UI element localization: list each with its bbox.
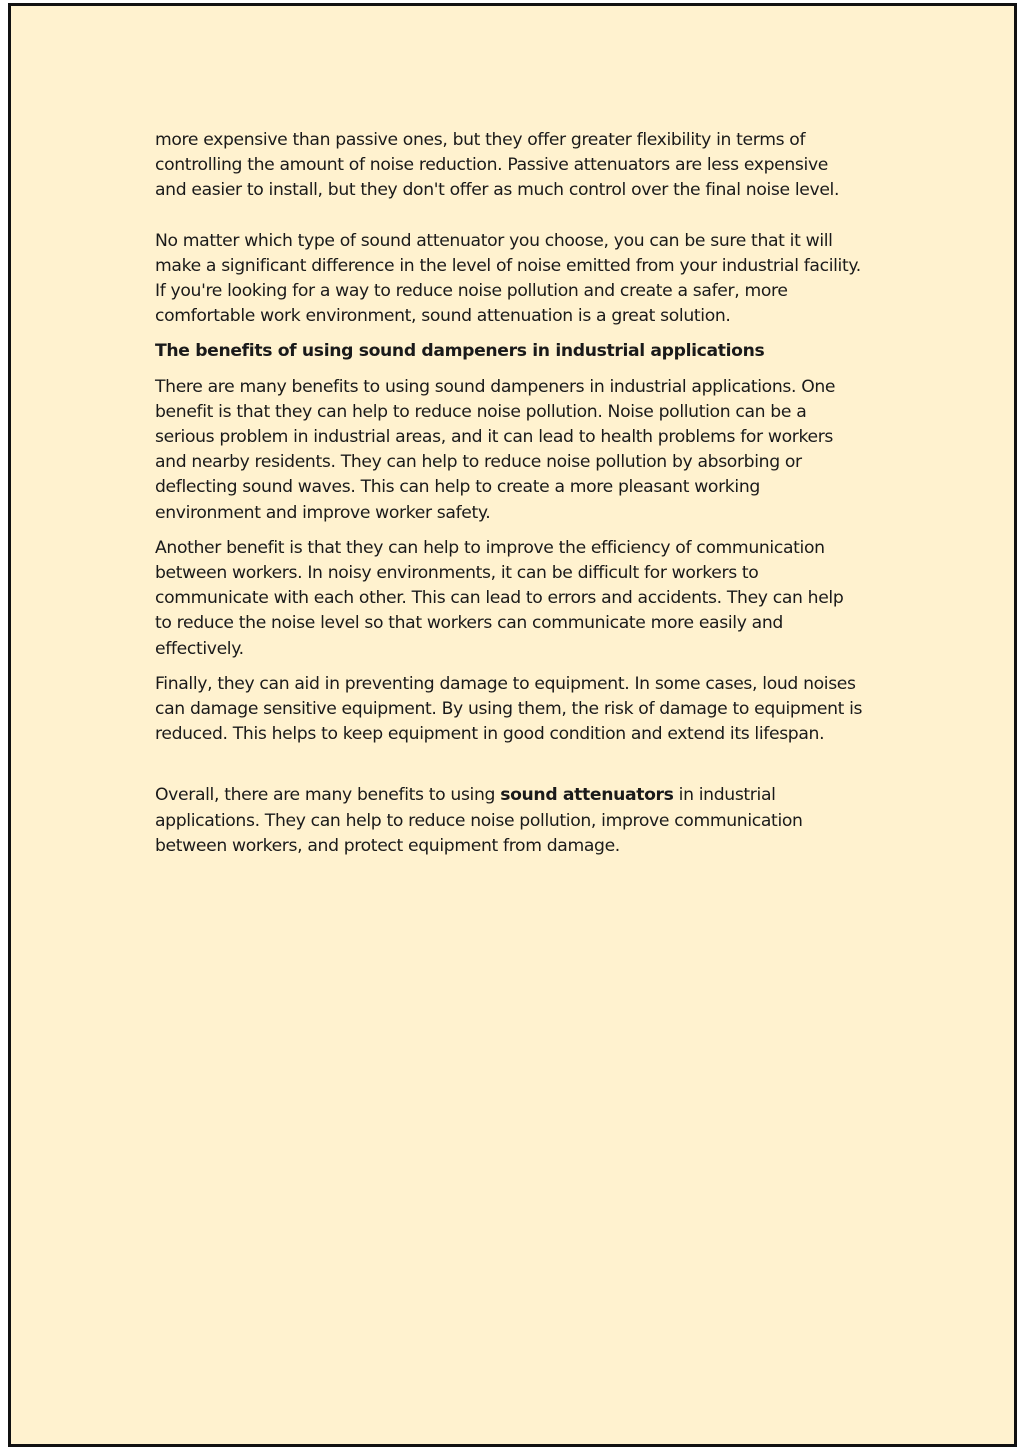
benefits-paragraph-3: [155, 672, 895, 748]
text-line: comfortable work environment, sound attenuation is a great solution.: [155, 306, 731, 327]
document-page: [8, 3, 1017, 1447]
text-line: environment and improve worker safety.: [155, 502, 491, 523]
text-line: and nearby residents. They can help to reduce noise pollution by absorbing or: [155, 452, 802, 473]
text-line: communicate with each other. This can lead to errors and accidents. They can help: [155, 588, 844, 609]
text-line: to reduce the noise level so that workers can communicate more easily and: [155, 613, 783, 634]
benefits-paragraph-2: [155, 536, 895, 662]
text-line: and easier to install, but they don't offer as much control over the final noise level.: [155, 180, 840, 201]
text-line: applications. They can help to reduce noise pollution, improve communication: [155, 810, 803, 831]
conclusion-paragraph: [155, 783, 895, 859]
text-fragment: in industrial: [673, 785, 776, 806]
text-line: effectively.: [155, 638, 244, 659]
text-line: There are many benefits to using sound dampeners in industrial applications. One: [155, 376, 836, 397]
text-line: No matter which type of sound attenuator you choose, you can be sure that it will: [155, 230, 833, 251]
text-line: Another benefit is that they can help to improve the efficiency of communication: [155, 537, 825, 558]
document-body: [155, 128, 895, 859]
text-line: controlling the amount of noise reduction. Passive attenuators are less expensive: [155, 155, 829, 176]
section-heading: The benefits of using sound dampeners in industrial applications: [155, 341, 765, 362]
text-fragment: Overall, there are many benefits to using: [155, 785, 501, 806]
text-line: can damage sensitive equipment. By using them, the risk of damage to equipment is: [155, 699, 863, 720]
intro-paragraph: [155, 128, 895, 204]
text-line: deflecting sound waves. This can help to create a more pleasant working: [155, 477, 760, 498]
text-line: between workers, and protect equipment from damage.: [155, 835, 620, 856]
choice-paragraph: [155, 229, 895, 330]
text-line: make a significant difference in the level of noise emitted from your industrial facility.: [155, 255, 861, 276]
text-line: reduced. This helps to keep equipment in good condition and extend its lifespan.: [155, 724, 825, 745]
text-line: serious problem in industrial areas, and it can lead to health problems for workers: [155, 427, 834, 448]
text-line: If you're looking for a way to reduce noise pollution and create a safer, more: [155, 281, 788, 302]
text-line: [155, 783, 895, 808]
text-line: more expensive than passive ones, but they offer greater flexibility in terms of: [155, 130, 806, 150]
sound-attenuators-emphasis: sound attenuators: [500, 785, 674, 806]
text-line: benefit is that they can help to reduce noise pollution. Noise pollution can be a: [155, 401, 807, 422]
benefits-paragraph-1: [155, 375, 895, 526]
text-line: between workers. In noisy environments, it can be difficult for workers to: [155, 563, 759, 584]
text-line: Finally, they can aid in preventing damage to equipment. In some cases, loud noises: [155, 673, 856, 694]
